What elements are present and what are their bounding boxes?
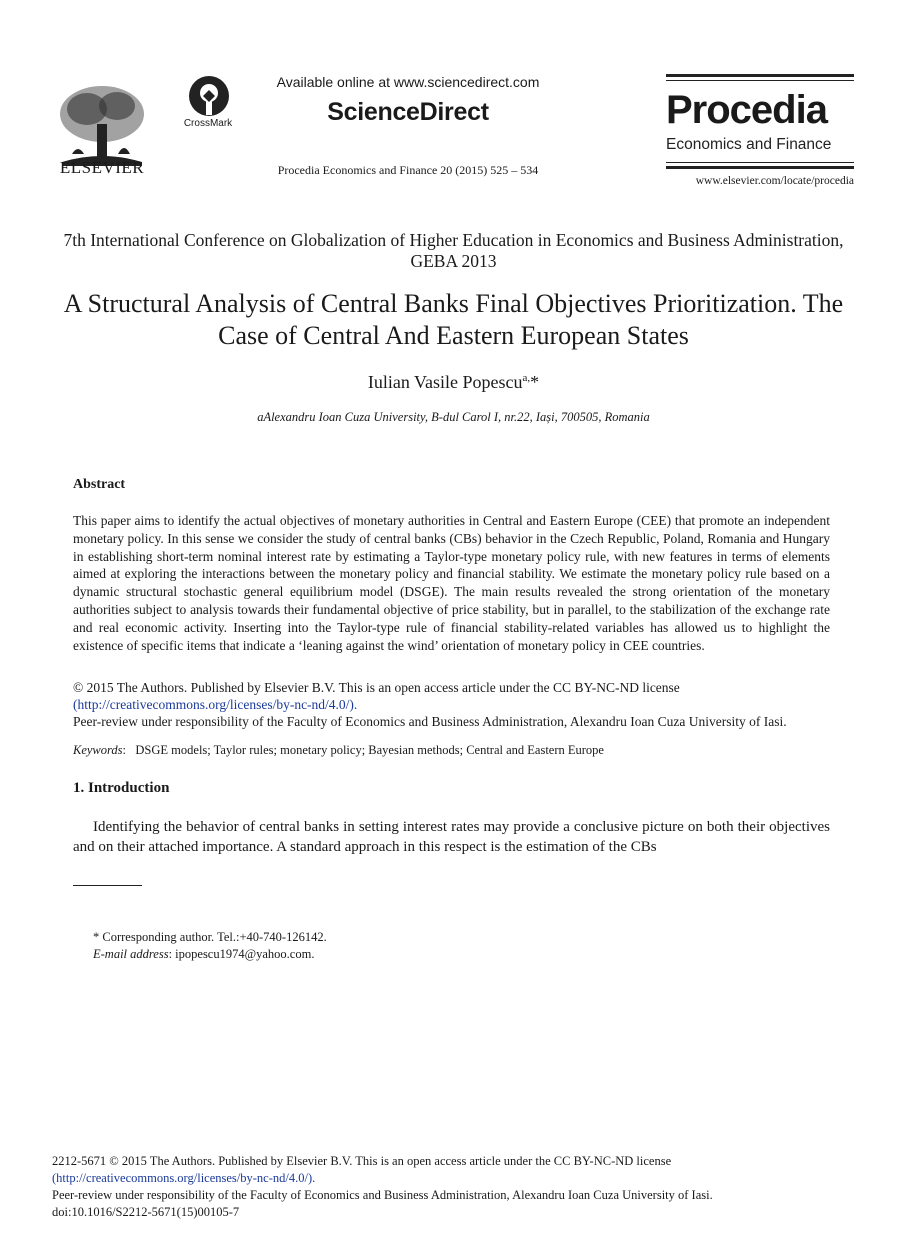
introduction-paragraph: Identifying the behavior of central banks in setting interest rates may provide a conclusive picture on both their objectives and on their attached importance. A standard approach in this respect is the estimation of the CBs [73, 819, 830, 855]
procedia-wordmark: Procedia [666, 88, 827, 132]
issn-copyright-line: 2212-5671 © 2015 The Authors. Published by Elsevier B.V. This is an open access article under the CC BY-NC-ND license [52, 1154, 672, 1168]
email-label: E-mail address [93, 947, 169, 961]
footnote-divider [73, 885, 142, 886]
section-heading-introduction: 1. Introduction [73, 780, 170, 796]
copyright-line: © 2015 The Authors. Published by Elsevier B.V. This is an open access article under the CC BY-NC-ND license [73, 680, 680, 695]
procedia-logo[interactable] [666, 74, 854, 192]
sciencedirect-logo[interactable]: ScienceDirect [327, 98, 489, 126]
copyright-block [73, 679, 830, 730]
paper-title: A Structural Analysis of Central Banks Final Objectives Prioritization. The Case of Central And Eastern European States [63, 289, 844, 350]
conference-name: 7th International Conference on Globalization of Higher Education in Economics and Business Administration, GEBA 2013 [63, 230, 844, 271]
bottom-license-link[interactable]: (http://creativecommons.org/licenses/by-nc-nd/4.0/). [52, 1171, 316, 1185]
bottom-peer-review-line: Peer-review under responsibility of the Faculty of Economics and Business Administration, Alexandru Ioan Cuza University of Iasi. [52, 1188, 713, 1202]
journal-url-link[interactable]: www.elsevier.com/locate/procedia [695, 175, 854, 187]
author-line [200, 372, 707, 393]
footnote [93, 929, 693, 963]
available-online-text: Available online at www.sciencedirect.com [276, 74, 540, 90]
corresponding-author-note: * Corresponding author. Tel.:+40-740-126142. [93, 930, 327, 944]
peer-review-line: Peer-review under responsibility of the Faculty of Economics and Business Administration, Alexandru Ioan Cuza University of Iasi. [73, 714, 787, 729]
email-note [93, 946, 693, 963]
keywords-label: Keywords [73, 743, 123, 757]
email-address[interactable]: : ipopescu1974@yahoo.com. [168, 947, 315, 961]
publisher-name: ELSEVIER [59, 158, 145, 177]
bottom-license-block [52, 1153, 852, 1221]
abstract-text: This paper aims to identify the actual objectives of monetary authorities in Central and Eastern Europe (CEE) that promote an independent monetary policy. In this sense we consider the study of central banks (CBs) behavior in the Czech Republic, Poland, Romania and Hungary in establishing short-term nominal interest rate by estimating a Taylor-type monetary policy rule, with new features in terms of elements aimed at exploring the interactions between the monetary policy and financial stability. We estimate the monetary policy rule based on a dynamic structural stochastic general equilibrium model (DSGE). The main results revealed the strong orientation of the monetary authorities subject to analysis towards their fundamental objective of price stability, but in parallel, to the stabilization of the exchange rate and real economic activity. Inserting into the Taylor-type rule of financial stability-related variables has allowed us to highlight the existence of specific items that indicate a ‘leaning against the wind’ orientation of monetary policy in CEE countries. [73, 513, 830, 653]
journal-reference: Procedia Economics and Finance 20 (2015) 525 – 534 [277, 163, 539, 177]
crossmark-label: CrossMark [183, 118, 233, 129]
corresponding-author-mark: * [530, 372, 540, 392]
author-name[interactable]: Iulian Vasile Popescu [367, 372, 523, 392]
abstract-heading: Abstract [73, 477, 126, 492]
author-affiliation-mark: a, [522, 372, 531, 384]
keywords-line: Keywords: DSGE models; Taylor rules; monetary policy; Bayesian methods; Central and Eastern Europe [73, 743, 604, 757]
license-link[interactable]: (http://creativecommons.org/licenses/by-nc-nd/4.0/). [73, 697, 358, 712]
author-affiliation: aAlexandru Ioan Cuza University, B-dul Carol I, nr.22, Iași, 700505, Romania [257, 410, 650, 424]
doi-line[interactable]: doi:10.1016/S2212-5671(15)00105-7 [52, 1205, 240, 1219]
procedia-subtitle: Economics and Finance [666, 136, 832, 153]
keywords-values: DSGE models; Taylor rules; monetary policy; Bayesian methods; Central and Eastern Europe [135, 743, 604, 757]
